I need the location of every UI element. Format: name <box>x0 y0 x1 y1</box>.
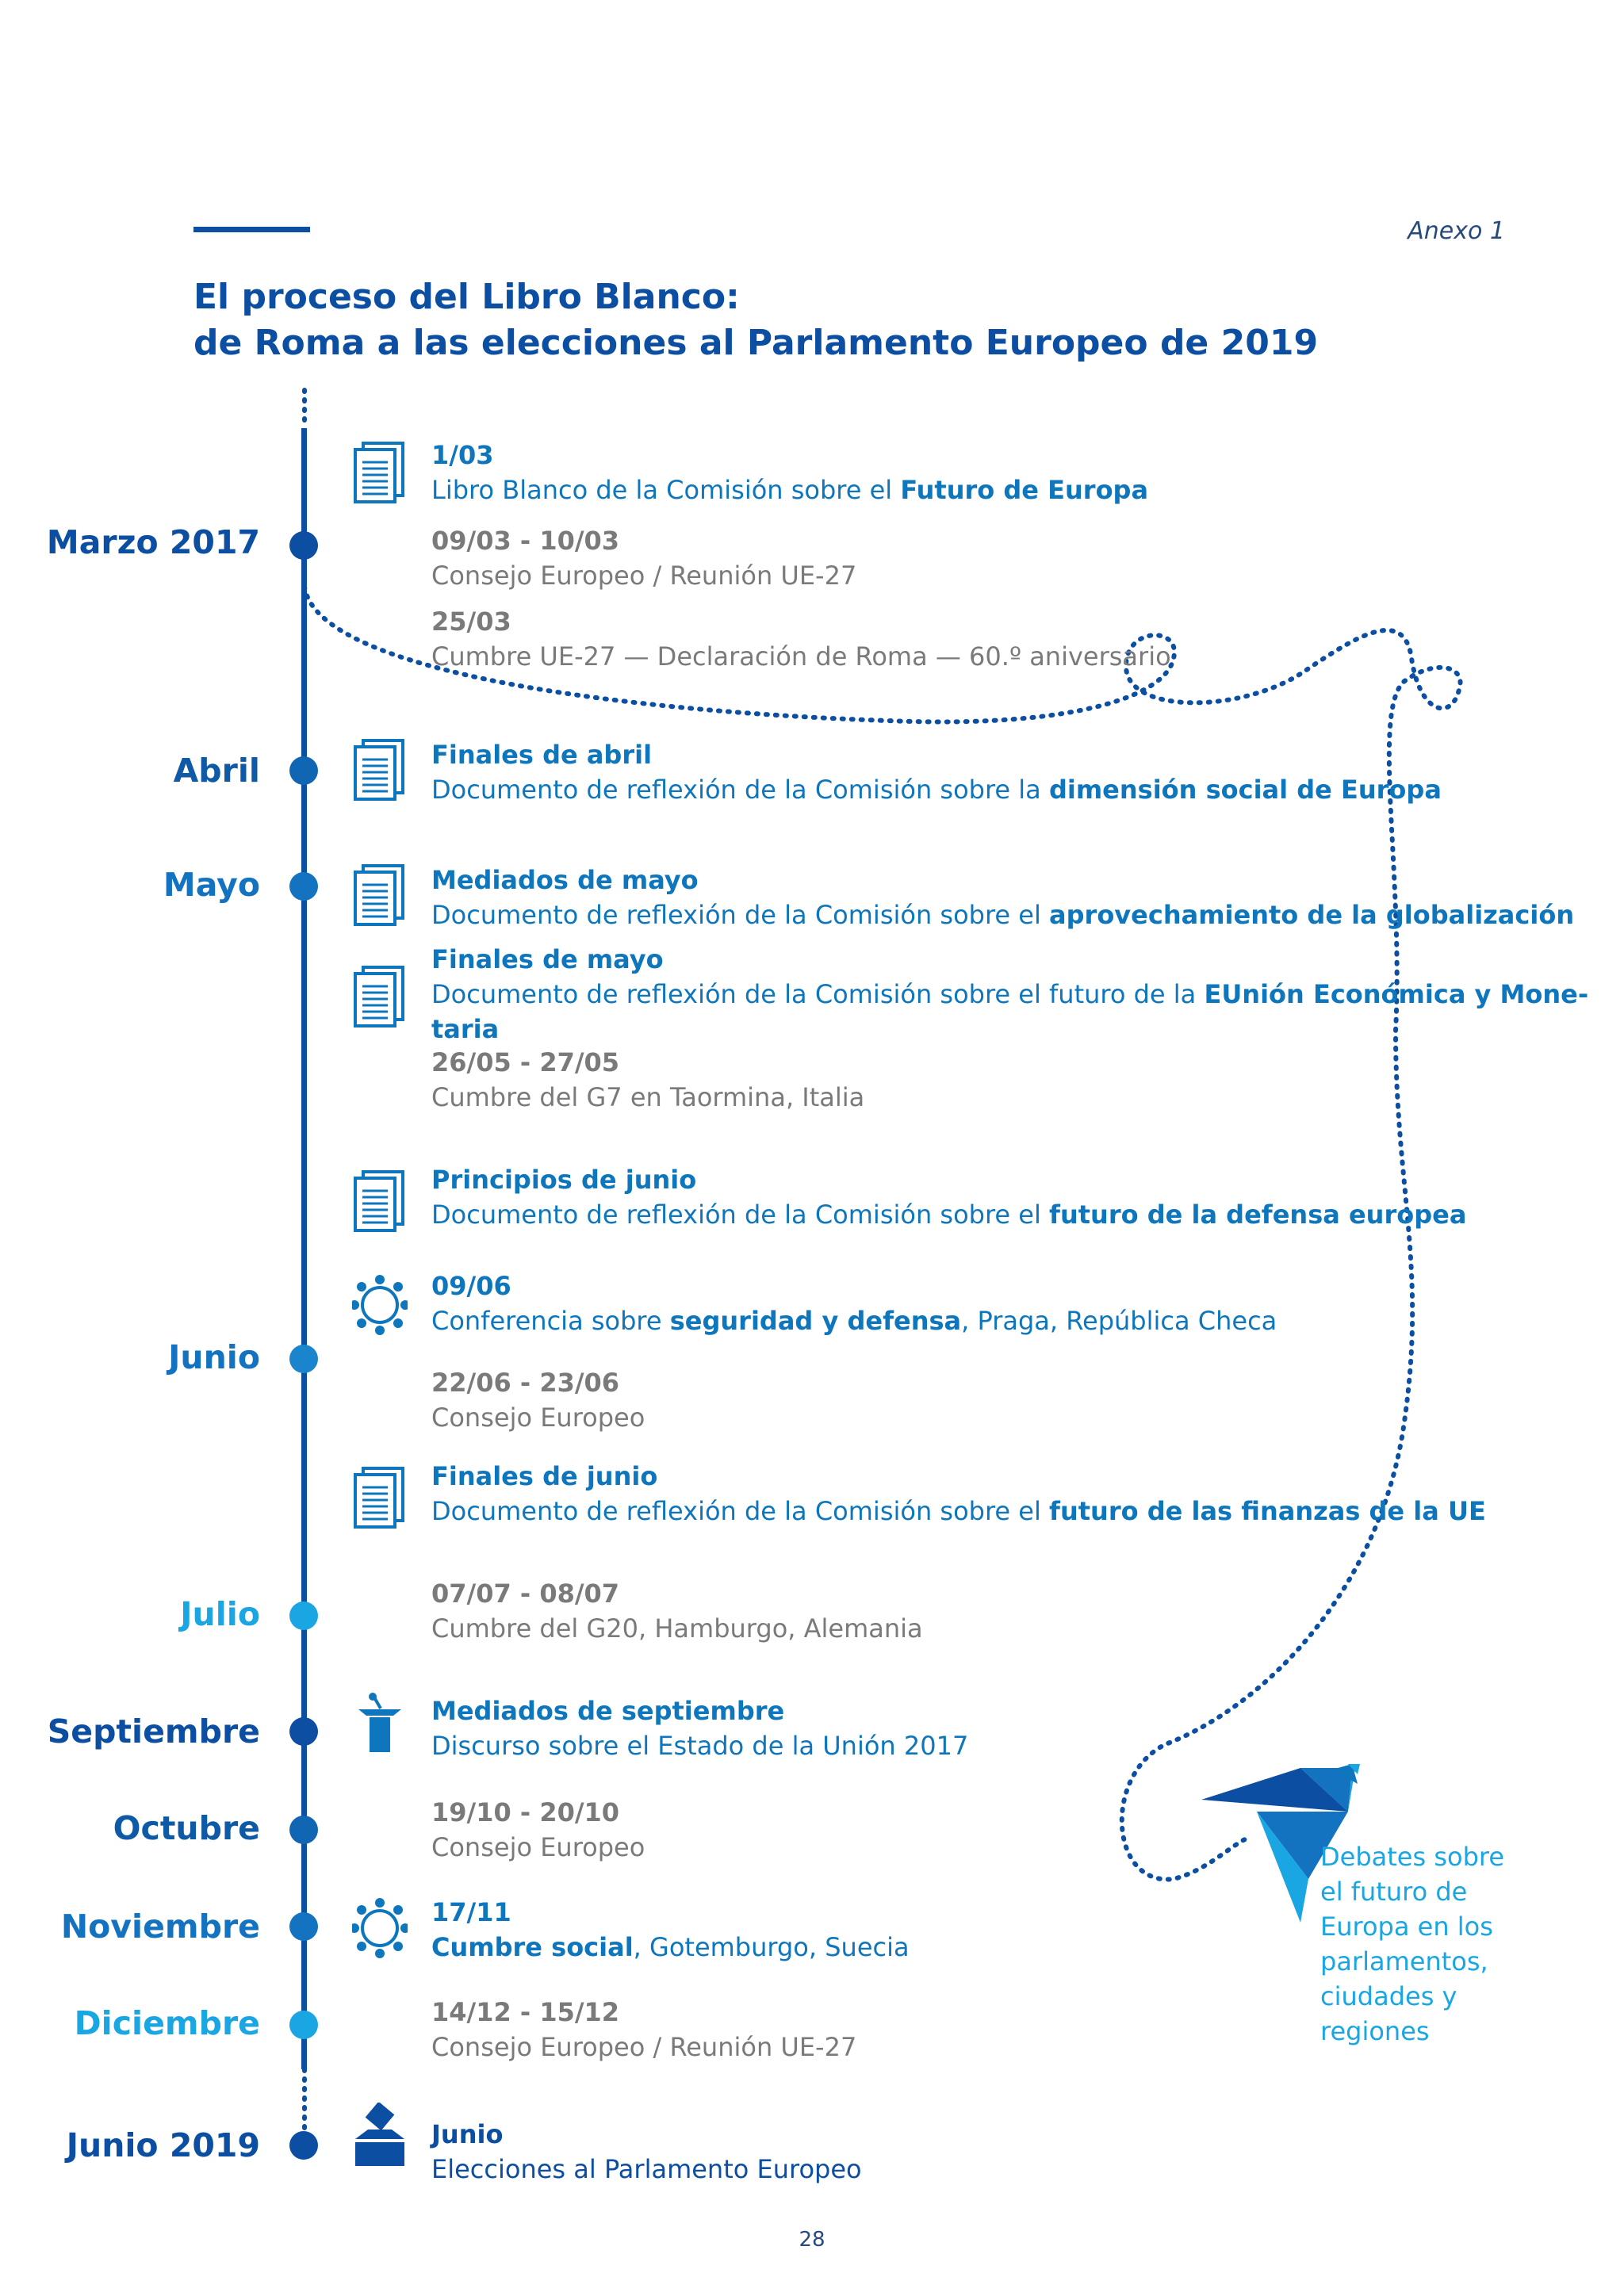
event-text: Documento de reflexión de la Comisión sobre el futuro de la <box>431 979 1205 1009</box>
event-date: Mediados de mayo <box>431 865 699 895</box>
event-17 <box>431 2117 862 2187</box>
month-noviembre: Noviembre <box>60 1908 260 1946</box>
event-text: Consejo Europeo <box>431 1402 645 1433</box>
event-text: Conferencia sobre <box>431 1306 670 1336</box>
event-16 <box>431 1995 856 2064</box>
event-6 <box>431 942 1588 1047</box>
event-text: Documento de reflexión de la Comisión sobre el <box>431 1200 1050 1230</box>
document-icon <box>352 1169 408 1235</box>
event-5 <box>431 863 1574 932</box>
podium-icon <box>352 1692 408 1758</box>
event-4 <box>431 737 1442 807</box>
event-date: 07/07 - 08/07 <box>431 1578 620 1609</box>
sidebar-note <box>1320 1839 1504 2049</box>
document-icon <box>352 737 408 804</box>
event-date: 1/03 <box>431 440 494 470</box>
event-3 <box>431 604 1171 674</box>
event-text: Consejo Europeo / Reunión UE-27 <box>431 2032 857 2062</box>
document-icon <box>352 863 408 929</box>
event-date: 19/10 - 20/10 <box>431 1797 620 1827</box>
event-text: Documento de reflexión de la Comisión sobre el <box>431 1496 1050 1526</box>
month-junio-2019: Junio 2019 <box>66 2126 260 2164</box>
timeline-node <box>289 1816 318 1844</box>
event-highlight: aprovechamiento de la globalización <box>1049 900 1575 930</box>
event-date: 26/05 - 27/05 <box>431 1047 620 1077</box>
event-2 <box>431 523 856 593</box>
page-number: 28 <box>799 2228 825 2252</box>
event-text: Cumbre UE-27 — Declaración de Roma — 60.º aniversario <box>431 641 1171 672</box>
event-date: 25/03 <box>431 607 511 637</box>
event-date: 22/06 - 23/06 <box>431 1368 620 1398</box>
event-text: Cumbre del G7 en Taormina, Italia <box>431 1082 865 1112</box>
sidebar-line: regiones <box>1320 2016 1430 2046</box>
event-14 <box>431 1795 645 1865</box>
event-highlight: seguridad y defensa <box>669 1306 962 1336</box>
month-julio: Julio <box>180 1595 260 1633</box>
document-icon <box>352 440 408 507</box>
event-date: Finales de abril <box>431 740 653 770</box>
event-text: Cumbre del G20, Hamburgo, Alemania <box>431 1613 923 1644</box>
month-marzo-2017: Marzo 2017 <box>46 523 260 561</box>
event-15 <box>431 1895 910 1965</box>
event-highlight: futuro de las finanzas de la UE <box>1049 1496 1486 1526</box>
month-octubre: Octubre <box>113 1809 260 1847</box>
sidebar-line: Europa en los <box>1320 1911 1493 1942</box>
sidebar-line: el futuro de <box>1320 1877 1468 1907</box>
timeline-node <box>289 531 318 560</box>
event-8 <box>431 1162 1466 1232</box>
sidebar-line: ciudades y <box>1320 1981 1457 2011</box>
timeline-node <box>289 2131 318 2160</box>
event-text: Discurso sobre el Estado de la Unión 2017 <box>431 1731 969 1761</box>
timeline-node <box>289 1912 318 1941</box>
event-11 <box>431 1459 1486 1529</box>
month-mayo: Mayo <box>163 866 260 904</box>
event-highlight: futuro de la defensa europea <box>1049 1200 1467 1230</box>
timeline-node <box>289 1345 318 1373</box>
event-date: 09/03 - 10/03 <box>431 526 620 556</box>
event-13 <box>431 1693 968 1763</box>
event-date: 09/06 <box>431 1271 511 1301</box>
month-junio: Junio <box>168 1338 260 1376</box>
event-10 <box>431 1365 645 1435</box>
event-text: , Gotemburgo, Suecia <box>633 1932 910 1962</box>
event-highlight: taria <box>431 1014 500 1044</box>
document-icon <box>352 1465 408 1532</box>
event-highlight: EUnión Económica y Mone- <box>1204 979 1589 1009</box>
event-highlight: Futuro de Europa <box>900 475 1149 505</box>
month-septiembre: Septiembre <box>47 1712 260 1751</box>
event-highlight: dimensión social de Europa <box>1048 775 1442 805</box>
conference-icon <box>352 1895 408 1961</box>
event-text: Consejo Europeo <box>431 1832 645 1862</box>
event-highlight: Cumbre social <box>431 1932 634 1962</box>
timeline-node <box>289 756 318 785</box>
event-date: 17/11 <box>431 1897 511 1927</box>
event-date: Junio <box>431 2119 504 2149</box>
annex-label: Anexo 1 <box>1408 217 1505 245</box>
timeline-node <box>289 872 318 901</box>
event-text: Documento de reflexión de la Comisión sobre el <box>431 900 1050 930</box>
timeline-node <box>289 1601 318 1630</box>
event-date: 14/12 - 15/12 <box>431 1997 620 2027</box>
event-date: Finales de junio <box>431 1461 658 1491</box>
event-text: Consejo Europeo / Reunión UE-27 <box>431 561 857 591</box>
title-line-2: de Roma a las elecciones al Parlamento Europeo de 2019 <box>193 323 1319 363</box>
event-7 <box>431 1045 864 1115</box>
event-12 <box>431 1576 923 1646</box>
event-text: Elecciones al Parlamento Europeo <box>431 2154 862 2184</box>
event-text: , Praga, República Checa <box>961 1306 1277 1336</box>
timeline-node <box>289 2011 318 2039</box>
event-text: Libro Blanco de la Comisión sobre el <box>431 475 901 505</box>
event-1 <box>431 438 1148 507</box>
month-abril: Abril <box>173 752 260 790</box>
sidebar-line: Debates sobre <box>1320 1842 1505 1872</box>
event-date: Principios de junio <box>431 1165 697 1195</box>
month-diciembre: Diciembre <box>74 2004 260 2042</box>
event-date: Finales de mayo <box>431 944 664 974</box>
conference-icon <box>352 1272 408 1338</box>
event-text: Documento de reflexión de la Comisión sobre la <box>431 775 1049 805</box>
ballot-box-icon <box>352 2103 408 2169</box>
sidebar-line: parlamentos, <box>1320 1946 1488 1976</box>
timeline-node <box>289 1717 318 1746</box>
event-9 <box>431 1269 1277 1338</box>
title-line-1: El proceso del Libro Blanco: <box>193 277 740 317</box>
event-date: Mediados de septiembre <box>431 1696 785 1726</box>
document-icon <box>352 964 408 1031</box>
